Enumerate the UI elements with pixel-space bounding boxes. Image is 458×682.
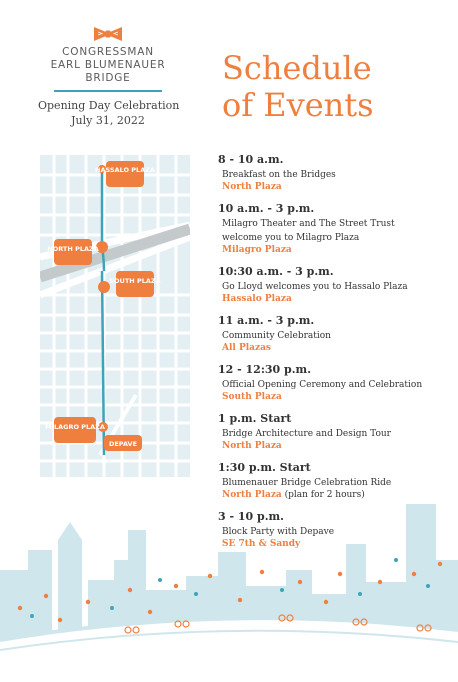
milagro-plaza-label: MILAGRO PLAZA — [45, 423, 105, 431]
schedule-location — [218, 244, 454, 256]
schedule-description: Block Party with Depave — [222, 527, 335, 537]
schedule-location-name: North Plaza — [222, 182, 282, 192]
hassalo-plaza-label: HASSALO PLAZA — [95, 166, 155, 174]
schedule-location-name: Milagro Plaza — [222, 245, 292, 255]
page-title-line-2: of Events — [222, 86, 374, 124]
schedule-description: Bridge Architecture and Design Tour — [222, 429, 391, 439]
logo-line-3: BRIDGE — [85, 72, 131, 84]
logo-line-2: EARL BLUMENAUER — [50, 59, 166, 71]
schedule-time: 1:30 p.m. Start — [218, 461, 311, 474]
schedule-time: 12 - 12:30 p.m. — [218, 363, 312, 376]
schedule-time: 1 p.m. Start — [218, 412, 292, 425]
bowtie-icon — [93, 26, 123, 42]
schedule-location-name: Hassalo Plaza — [222, 294, 292, 304]
schedule-item — [218, 363, 454, 403]
south-plaza-marker — [98, 281, 110, 293]
south-plaza-label: SOUTH PLAZA — [109, 277, 161, 285]
schedule-location — [218, 391, 454, 403]
schedule-time: 3 - 10 p.m. — [218, 510, 285, 523]
schedule-location — [218, 181, 454, 193]
schedule-location-name: SE 7th & Sandy — [222, 539, 301, 549]
schedule-description: Blumenauer Bridge Celebration Ride — [222, 478, 392, 488]
schedule-description: Go Lloyd welcomes you to Hassalo Plaza — [222, 282, 408, 292]
schedule-location-name: North Plaza — [222, 490, 282, 500]
page-title — [222, 50, 374, 124]
schedule-item — [218, 153, 454, 193]
depave-label: DEPAVE — [108, 440, 138, 448]
schedule-item — [218, 412, 454, 452]
bridge-logo — [38, 26, 178, 128]
schedule-item — [218, 314, 454, 354]
city-skyline-illustration — [0, 490, 458, 682]
schedule-description: Breakfast on the Bridges — [222, 170, 336, 180]
schedule-location-name: North Plaza — [222, 441, 282, 451]
schedule-location — [218, 440, 454, 452]
schedule-location-name: All Plazas — [222, 343, 271, 353]
schedule-description: Official Opening Ceremony and Celebration — [222, 380, 423, 390]
schedule-location-name: South Plaza — [222, 392, 282, 402]
page-title-line-1: Schedule — [222, 49, 372, 87]
schedule-time: 8 - 10 a.m. — [218, 153, 284, 166]
logo-divider — [54, 90, 162, 92]
schedule-description: Milagro Theater and The Street Trust — [222, 219, 395, 229]
north-plaza-label: NORTH PLAZA — [47, 245, 99, 253]
schedule-item — [218, 265, 454, 305]
plaza-map — [40, 155, 190, 477]
schedule-item — [218, 202, 454, 256]
schedule-description: welcome you to Milagro Plaza — [222, 233, 360, 243]
schedule-time: 11 a.m. - 3 p.m. — [218, 314, 315, 327]
logo-line-1: CONGRESSMAN — [62, 46, 154, 58]
schedule-description: Community Celebration — [222, 331, 331, 341]
schedule-location — [218, 293, 454, 305]
event-date: July 31, 2022 — [71, 114, 145, 127]
hassalo-plaza-badge — [106, 161, 144, 187]
schedule-time: 10:30 a.m. - 3 p.m. — [218, 265, 334, 278]
schedule-time: 10 a.m. - 3 p.m. — [218, 202, 315, 215]
event-title: Opening Day Celebration — [38, 99, 180, 112]
schedule-note: (plan for 2 hours) — [281, 490, 365, 500]
schedule-location — [218, 342, 454, 354]
